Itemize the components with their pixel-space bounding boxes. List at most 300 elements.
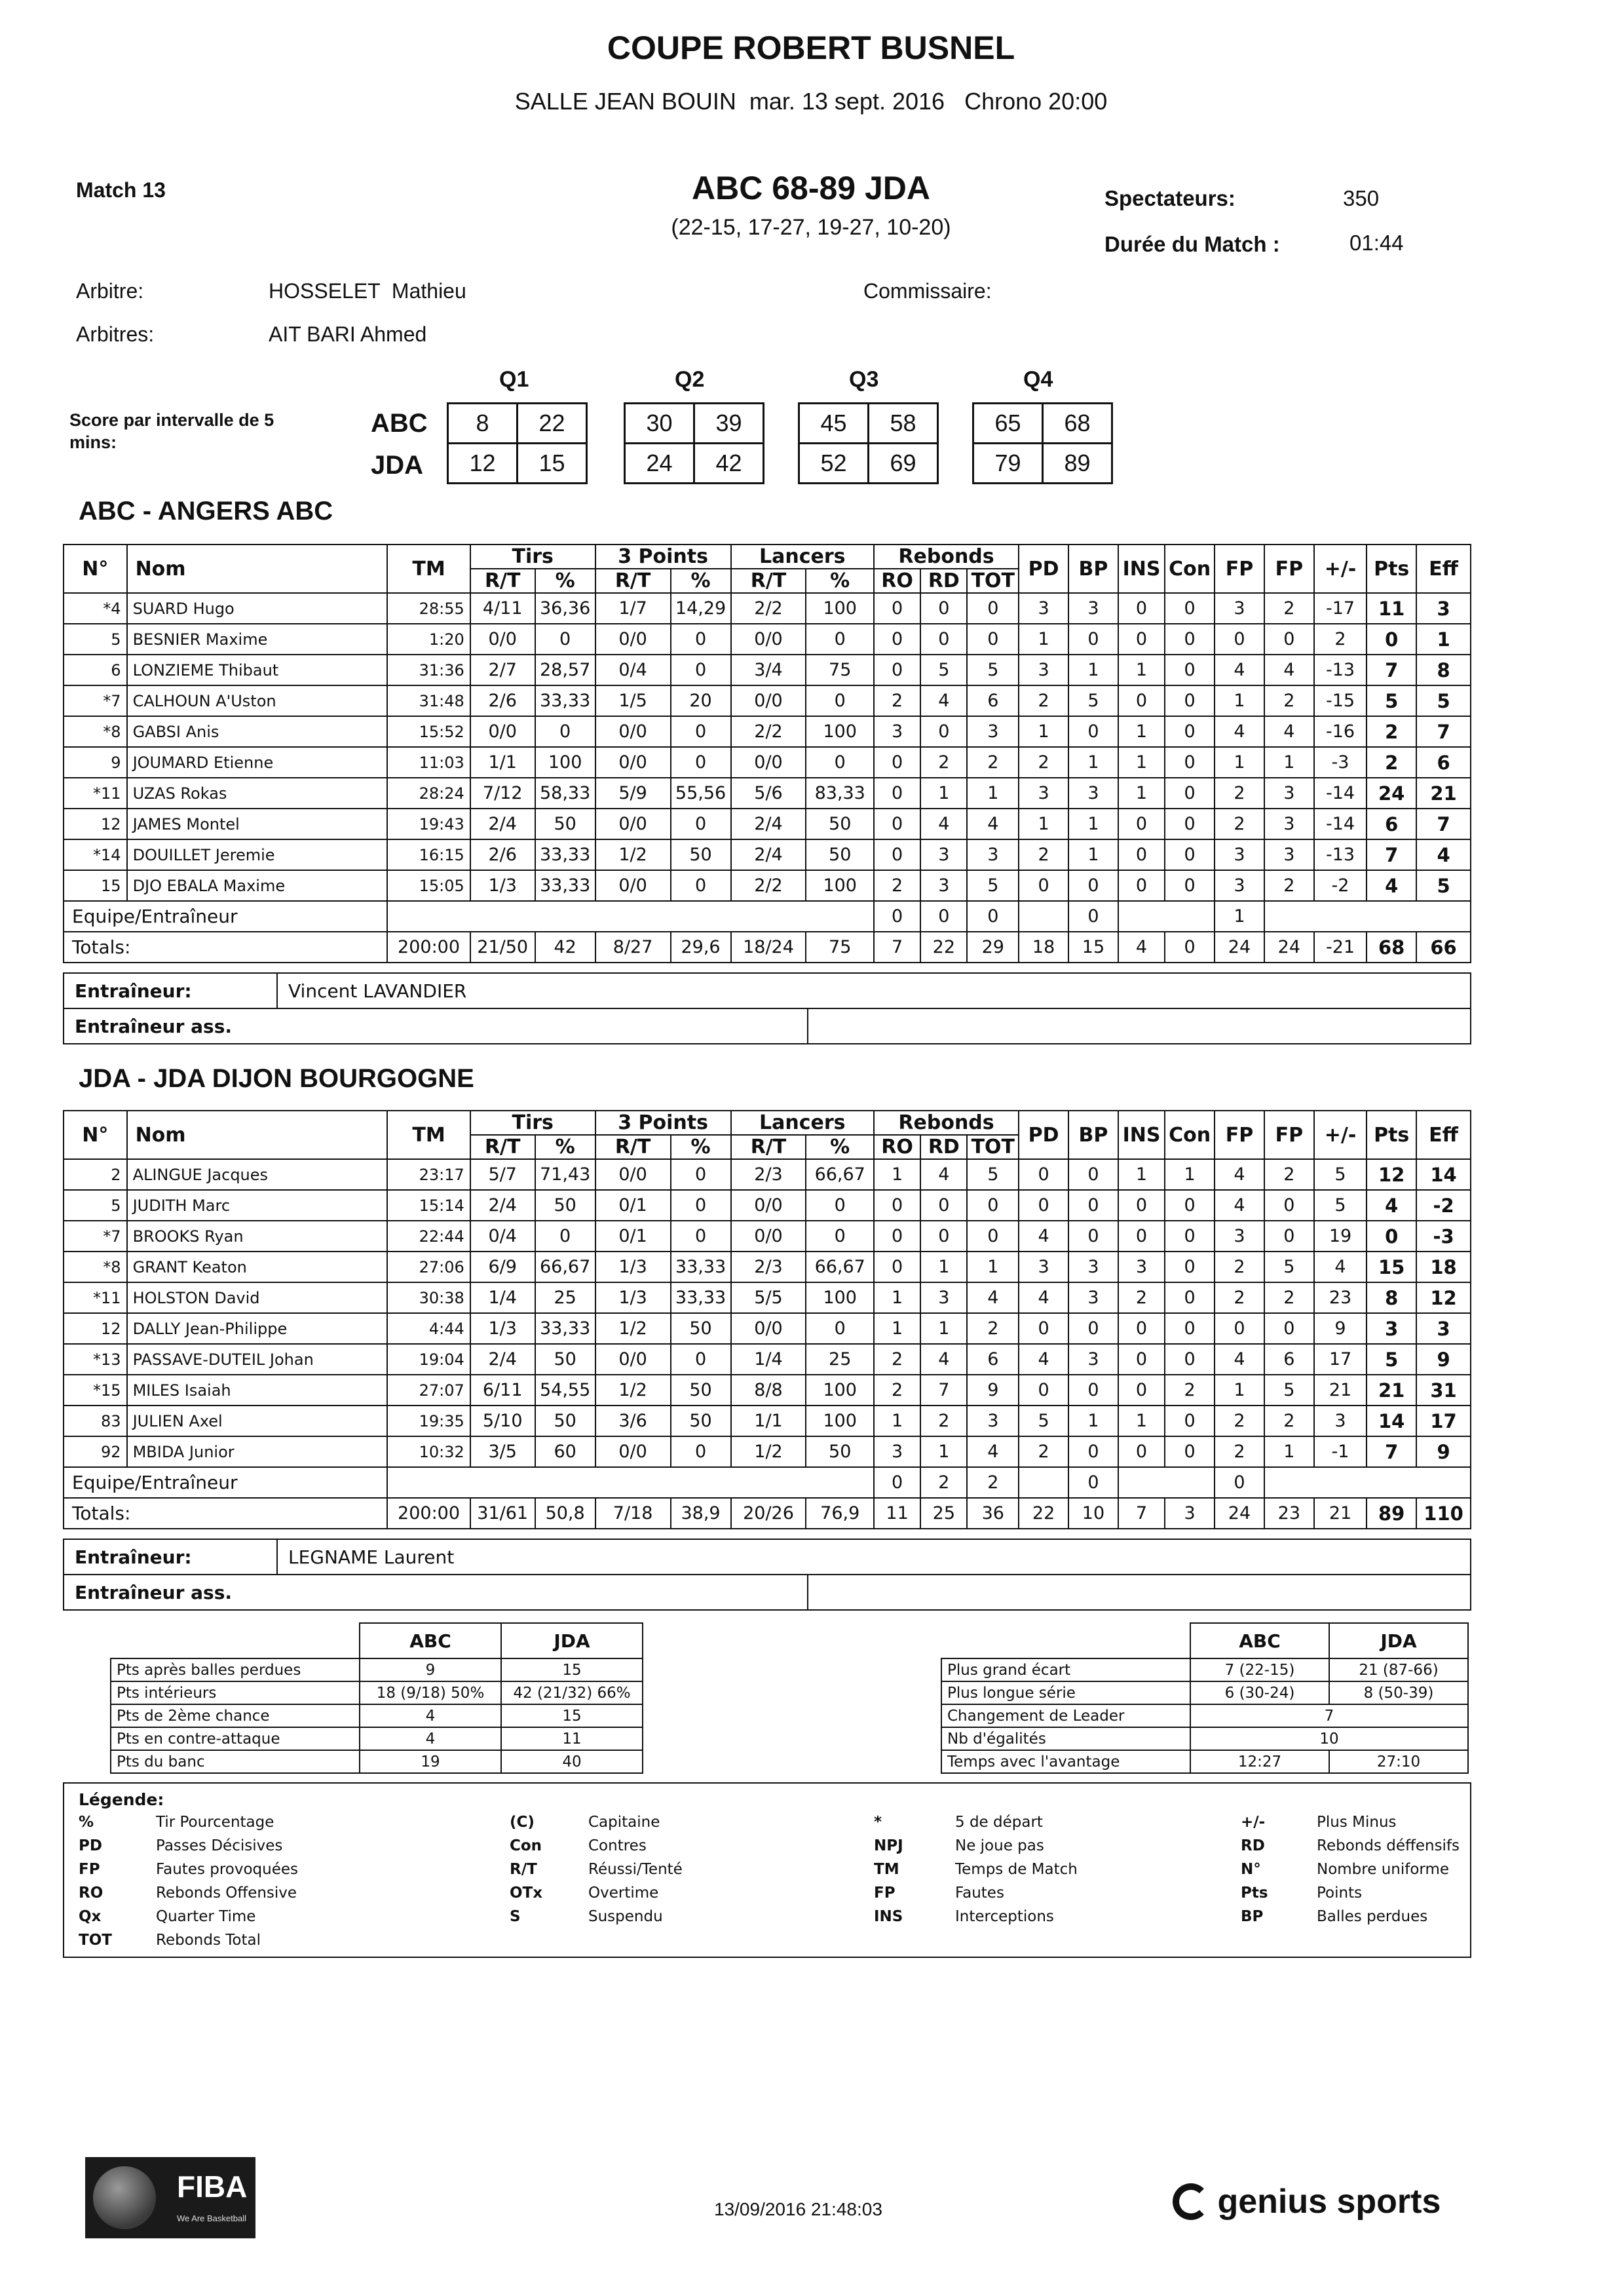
player-name: HOLSTON David [127, 1282, 388, 1313]
stat-cell: 33,33 [535, 839, 595, 870]
stat-cell: 3 [1215, 870, 1264, 901]
stat-cell: 0 [1165, 778, 1215, 809]
col-subheader: R/T [731, 569, 806, 593]
player-row [64, 747, 1471, 778]
total-cell: 22 [1019, 1498, 1068, 1529]
player-number: *14 [64, 839, 127, 870]
col-header: BP [1068, 545, 1118, 593]
stat-cell: 83,33 [806, 778, 873, 809]
totals-row [64, 932, 1471, 963]
stat-cell: 1/7 [595, 593, 671, 624]
stat-cell: 0 [806, 624, 873, 655]
stat-cell: 0 [967, 1190, 1019, 1221]
stat-cell: 5/10 [470, 1406, 535, 1436]
player-efficiency: -2 [1416, 1190, 1471, 1221]
stat-cell: 3 [1314, 1406, 1367, 1436]
player-efficiency: 8 [1416, 655, 1471, 685]
total-cell: 22 [920, 932, 967, 963]
player-number: 6 [64, 655, 127, 685]
player-minutes: 27:07 [387, 1375, 470, 1406]
stat-cell: 1/3 [595, 1282, 671, 1313]
total-cell: 75 [806, 932, 873, 963]
summary-label: Pts intérieurs [111, 1681, 360, 1704]
summary-label: Plus longue série [941, 1681, 1190, 1704]
stat-cell: 1 [1118, 655, 1165, 685]
stat-cell: 0 [1165, 870, 1215, 901]
stat-cell: 3/6 [595, 1406, 671, 1436]
legend-key: NPJ [874, 1837, 903, 1854]
legend-key: FP [874, 1885, 896, 1902]
stat-cell: 3/5 [470, 1436, 535, 1467]
stat-cell: 0 [1019, 1159, 1068, 1190]
stat-cell: 4 [1215, 716, 1264, 747]
quarter-scores: (22-15, 17-27, 19-27, 10-20) [671, 215, 951, 240]
legend-description: Quarter Time [156, 1908, 256, 1925]
stat-cell: 0 [671, 1344, 731, 1375]
stat-cell: 0 [920, 716, 967, 747]
player-points: 14 [1367, 1406, 1416, 1436]
player-minutes: 15:14 [387, 1190, 470, 1221]
player-name: MILES Isaiah [127, 1375, 388, 1406]
stat-cell: 1 [1118, 747, 1165, 778]
player-row [64, 1252, 1471, 1282]
stat-cell: 0/0 [595, 716, 671, 747]
stat-cell: 0 [535, 716, 595, 747]
stat-cell: 0 [806, 1313, 873, 1344]
stat-cell: 2/6 [470, 685, 535, 716]
stat-cell: 5 [967, 655, 1019, 685]
stat-cell: 60 [535, 1436, 595, 1467]
col-header: BP [1068, 1111, 1118, 1159]
player-number: *11 [64, 1282, 127, 1313]
legend-key: BP [1241, 1908, 1264, 1925]
player-minutes: 16:15 [387, 839, 470, 870]
summary-header-jda: JDA [501, 1623, 643, 1658]
stat-cell: 54,55 [535, 1375, 595, 1406]
stat-cell: 1 [1118, 778, 1165, 809]
stat-cell: 0 [920, 624, 967, 655]
stat-cell: 0 [967, 1221, 1019, 1252]
total-cell: 7 [1118, 1498, 1165, 1529]
stat-cell: 0 [671, 1436, 731, 1467]
stat-cell: 0/0 [731, 624, 806, 655]
stat-cell: 1 [874, 1159, 920, 1190]
stat-cell: 0 [1165, 685, 1215, 716]
summary-value: 8 (50-39) [1329, 1681, 1468, 1704]
interval-score: 42 [694, 444, 764, 484]
stat-cell: 50 [806, 1436, 873, 1467]
stat-cell: 2 [1215, 778, 1264, 809]
player-points: 3 [1367, 1313, 1416, 1344]
stat-cell: 3 [967, 1406, 1019, 1436]
stat-cell: 0/0 [595, 1159, 671, 1190]
total-cell: 21/50 [470, 932, 535, 963]
legend-key: (C) [510, 1814, 535, 1831]
stat-cell: 1 [967, 778, 1019, 809]
stat-cell: 1/2 [595, 1313, 671, 1344]
player-points: 6 [1367, 809, 1416, 839]
total-cell: 29,6 [671, 932, 731, 963]
total-cell: 7/18 [595, 1498, 671, 1529]
col-header: Lancers [731, 545, 874, 569]
legend-key: FP [79, 1861, 100, 1878]
stat-cell: 1/4 [470, 1282, 535, 1313]
player-points: 11 [1367, 593, 1416, 624]
summary-row [111, 1750, 643, 1773]
col-header: PD [1019, 1111, 1068, 1159]
col-header: Rebonds [874, 545, 1019, 569]
stat-cell: 3 [920, 839, 967, 870]
stat-cell: 0/1 [595, 1190, 671, 1221]
stat-cell: 1 [1068, 655, 1118, 685]
print-timestamp: 13/09/2016 21:48:03 [714, 2199, 882, 2219]
player-row [64, 716, 1471, 747]
legend-description: Contres [588, 1837, 647, 1854]
quarter-label: Q3 [849, 367, 879, 392]
player-row [64, 870, 1471, 901]
stat-cell: 4 [1215, 1159, 1264, 1190]
empty-cell [1118, 1467, 1215, 1498]
legend-key: % [79, 1814, 94, 1831]
referees-label: Arbitres: [76, 322, 155, 346]
box-score-jda [63, 1110, 1471, 1529]
stat-cell: 0 [1165, 1436, 1215, 1467]
stat-cell: 50 [671, 1375, 731, 1406]
interval-box-q1 [447, 402, 588, 484]
player-efficiency: 6 [1416, 747, 1471, 778]
stat-cell: 0 [920, 593, 967, 624]
stat-cell: 0 [1068, 624, 1118, 655]
stat-cell: 4 [1215, 655, 1264, 685]
legend-box [63, 1782, 1471, 1958]
stat-cell: 33,33 [671, 1282, 731, 1313]
player-name: DOUILLET Jeremie [127, 839, 388, 870]
stat-cell: 0/0 [731, 747, 806, 778]
interval-score: 52 [799, 444, 869, 484]
player-number: *8 [64, 1252, 127, 1282]
player-number: 9 [64, 747, 127, 778]
legend-description: Suspendu [588, 1908, 663, 1925]
stat-cell: 0 [1019, 870, 1068, 901]
player-number: *7 [64, 685, 127, 716]
player-efficiency: 12 [1416, 1282, 1471, 1313]
stat-cell: 66,67 [806, 1159, 873, 1190]
total-cell: 25 [920, 1498, 967, 1529]
referee-name: HOSSELET Mathieu [269, 279, 466, 303]
summary-value: 6 (30-24) [1190, 1681, 1329, 1704]
legend-key: TM [874, 1861, 899, 1878]
spectators-label: Spectateurs: [1104, 186, 1235, 210]
total-cell: 36 [967, 1498, 1019, 1529]
stat-cell: 1 [874, 1282, 920, 1313]
col-header: TM [387, 1111, 470, 1159]
player-points: 2 [1367, 747, 1416, 778]
stat-cell: 2 [1264, 1282, 1314, 1313]
stat-cell: 0 [1165, 716, 1215, 747]
legend-key: Con [510, 1837, 542, 1854]
player-points: 24 [1367, 778, 1416, 809]
col-subheader: TOT [967, 1135, 1019, 1159]
stat-cell: 9 [967, 1375, 1019, 1406]
assistant-coach-label: Entraîneur ass. [64, 1008, 808, 1044]
stat-cell: 2 [1264, 593, 1314, 624]
stat-cell: 4 [1314, 1252, 1367, 1282]
stat-cell: 0/0 [470, 624, 535, 655]
stat-cell: 0 [1068, 1375, 1118, 1406]
player-minutes: 28:55 [387, 593, 470, 624]
stat-cell: 5 [1264, 1252, 1314, 1282]
col-header: FP [1215, 1111, 1264, 1159]
stat-cell: 100 [535, 747, 595, 778]
player-minutes: 1:20 [387, 624, 470, 655]
player-row [64, 809, 1471, 839]
player-row [64, 1313, 1471, 1344]
interval-score: 22 [518, 404, 587, 444]
stat-cell: 1/3 [470, 870, 535, 901]
stat-cell: 0 [874, 655, 920, 685]
stat-cell: 3 [1019, 655, 1068, 685]
col-header: Pts [1367, 545, 1416, 593]
stat-cell: 3 [1264, 778, 1314, 809]
stat-cell: 0 [671, 747, 731, 778]
coach-label: Entraîneur: [64, 973, 277, 1008]
player-number: 5 [64, 624, 127, 655]
stat-cell: 0 [967, 593, 1019, 624]
player-points: 12 [1367, 1159, 1416, 1190]
stat-cell: 2/7 [470, 655, 535, 685]
stat-cell: 0/0 [731, 685, 806, 716]
stat-cell: 0 [1165, 747, 1215, 778]
player-efficiency: 3 [1416, 1313, 1471, 1344]
summary-header-jda: JDA [1329, 1623, 1468, 1658]
referee-label: Arbitre: [76, 279, 144, 303]
interval-label: Score par intervalle de 5 mins: [69, 410, 274, 452]
stat-cell: 4 [1215, 1344, 1264, 1375]
summary-row [111, 1658, 643, 1681]
stat-cell: 4 [1264, 655, 1314, 685]
player-number: *7 [64, 1221, 127, 1252]
coach-table-jda [63, 1539, 1471, 1611]
col-subheader: R/T [595, 1135, 671, 1159]
stat-cell: 33,33 [535, 870, 595, 901]
stat-cell: 0 [1264, 624, 1314, 655]
summary-row [111, 1681, 643, 1704]
player-row [64, 1436, 1471, 1467]
stat-cell: 100 [806, 716, 873, 747]
summary-row [941, 1704, 1468, 1727]
stat-cell: 1 [1264, 1436, 1314, 1467]
stat-cell: 4 [1019, 1221, 1068, 1252]
total-cell: 42 [535, 932, 595, 963]
stat-cell: 1/1 [470, 747, 535, 778]
stat-cell: 3 [1019, 1252, 1068, 1282]
player-minutes: 19:43 [387, 809, 470, 839]
stat-cell: 4 [967, 1282, 1019, 1313]
stat-cell: 4 [920, 1159, 967, 1190]
summary-value: 18 (9/18) 50% [360, 1681, 501, 1704]
total-cell: 76,9 [806, 1498, 873, 1529]
stat-cell: 0 [874, 778, 920, 809]
stat-cell: 1/2 [595, 1375, 671, 1406]
stat-cell: 0/0 [731, 1313, 806, 1344]
stat-cell: 2 [1215, 1436, 1264, 1467]
stat-cell: 100 [806, 1375, 873, 1406]
stat-cell: 2 [874, 1344, 920, 1375]
interval-score: 69 [869, 444, 938, 484]
stat-cell: 0 [1165, 1344, 1215, 1375]
summary-value: 21 (87-66) [1329, 1658, 1468, 1681]
interval-score: 65 [973, 404, 1043, 444]
stat-cell: 2 [1215, 809, 1264, 839]
stat-cell: 0 [1215, 1467, 1264, 1498]
player-row [64, 1221, 1471, 1252]
player-name: GABSI Anis [127, 716, 388, 747]
stat-cell: 3 [1215, 839, 1264, 870]
player-points: 0 [1367, 1221, 1416, 1252]
player-efficiency: 5 [1416, 685, 1471, 716]
stat-cell: 0 [1068, 870, 1118, 901]
col-header: PD [1019, 545, 1068, 593]
stat-cell: 1/3 [595, 1252, 671, 1282]
legend-key: +/- [1241, 1814, 1266, 1831]
quarter-label: Q1 [499, 367, 529, 392]
stat-cell: 66,67 [806, 1252, 873, 1282]
stat-cell: 0 [1165, 809, 1215, 839]
total-cell: 89 [1367, 1498, 1416, 1529]
stat-cell: 75 [806, 655, 873, 685]
col-subheader: % [535, 569, 595, 593]
player-row [64, 1282, 1471, 1313]
stat-cell: 1 [1215, 747, 1264, 778]
player-efficiency: 5 [1416, 870, 1471, 901]
stat-cell: 2 [1019, 747, 1068, 778]
player-name: JULIEN Axel [127, 1406, 388, 1436]
stat-cell: 0 [1068, 1221, 1118, 1252]
player-efficiency: 17 [1416, 1406, 1471, 1436]
stat-cell: 100 [806, 1406, 873, 1436]
empty-cell [387, 901, 874, 932]
legend-key: OTx [510, 1885, 543, 1902]
stat-cell: 6 [967, 685, 1019, 716]
stat-cell: 0 [806, 747, 873, 778]
team-coach-row [64, 901, 1471, 932]
legend-key: Pts [1241, 1885, 1268, 1902]
stat-cell: 25 [806, 1344, 873, 1375]
player-efficiency: 31 [1416, 1375, 1471, 1406]
col-header: Rebonds [874, 1111, 1019, 1135]
commissioner-label: Commissaire: [863, 279, 992, 303]
legend-description: Rebonds Offensive [156, 1885, 297, 1902]
legend-key: * [874, 1814, 882, 1831]
player-row [64, 1344, 1471, 1375]
legend-key: Qx [79, 1908, 102, 1925]
stat-cell: 4 [967, 1436, 1019, 1467]
player-number: 92 [64, 1436, 127, 1467]
player-number: 2 [64, 1159, 127, 1190]
stat-cell: 100 [806, 593, 873, 624]
total-cell: 200:00 [387, 932, 470, 963]
spectators-value: 350 [1343, 186, 1380, 210]
stat-cell: 1/2 [595, 839, 671, 870]
stat-cell: 1 [1068, 747, 1118, 778]
player-number: *11 [64, 778, 127, 809]
stat-cell: 0 [1165, 1313, 1215, 1344]
team-title-abc: ABC - ANGERS ABC [79, 497, 333, 526]
stat-cell: -17 [1314, 593, 1367, 624]
stat-cell: 2/4 [470, 1190, 535, 1221]
player-name: JUDITH Marc [127, 1190, 388, 1221]
stat-cell: 25 [535, 1282, 595, 1313]
stat-cell: 0 [1165, 655, 1215, 685]
stat-cell: 0 [1264, 1221, 1314, 1252]
stat-cell: 0 [1118, 685, 1165, 716]
stat-cell: 1 [1215, 685, 1264, 716]
stat-cell: 1/5 [595, 685, 671, 716]
final-score: ABC 68-89 JDA [691, 170, 930, 206]
interval-score: 39 [694, 404, 764, 444]
player-points: 2 [1367, 716, 1416, 747]
stat-cell: 14,29 [671, 593, 731, 624]
player-number: 83 [64, 1406, 127, 1436]
legend-key: N° [1241, 1861, 1261, 1878]
player-number: 15 [64, 870, 127, 901]
stat-cell: 0 [874, 901, 920, 932]
stat-cell: 0 [967, 624, 1019, 655]
total-cell: 10 [1068, 1498, 1118, 1529]
stat-cell: -1 [1314, 1436, 1367, 1467]
stat-cell: 1 [920, 778, 967, 809]
summary-value: 7 [1190, 1704, 1468, 1727]
stat-cell: 0/0 [470, 716, 535, 747]
stat-cell: 0 [671, 1221, 731, 1252]
player-efficiency: 7 [1416, 809, 1471, 839]
totals-row [64, 1498, 1471, 1529]
stat-cell: 2 [1264, 1159, 1314, 1190]
legend-description: Passes Décisives [156, 1837, 283, 1854]
stat-cell: 0 [874, 747, 920, 778]
player-minutes: 19:04 [387, 1344, 470, 1375]
stat-cell: 0 [671, 624, 731, 655]
player-minutes: 23:17 [387, 1159, 470, 1190]
interval-score: 79 [973, 444, 1043, 484]
player-number: *13 [64, 1344, 127, 1375]
stat-cell: 5 [920, 655, 967, 685]
summary-row [941, 1727, 1468, 1750]
assistant-coach-name [808, 1575, 1471, 1610]
points-summary-table [110, 1622, 643, 1774]
stat-cell: 2 [1019, 839, 1068, 870]
player-efficiency: 14 [1416, 1159, 1471, 1190]
stat-cell: 33,33 [535, 685, 595, 716]
stat-cell: 0 [1118, 1375, 1165, 1406]
stat-cell: 50 [535, 809, 595, 839]
col-subheader: RO [874, 569, 920, 593]
stat-cell: 0 [535, 624, 595, 655]
stat-cell: 3 [920, 870, 967, 901]
stat-cell: 3 [1068, 778, 1118, 809]
assistant-coach-name [808, 1008, 1471, 1044]
player-points: 21 [1367, 1375, 1416, 1406]
legend-key: S [510, 1908, 521, 1925]
stat-cell: 6 [1264, 1344, 1314, 1375]
stat-cell: 0 [1118, 1436, 1165, 1467]
stat-cell: 3 [967, 716, 1019, 747]
stat-cell: 0 [874, 839, 920, 870]
stat-cell: 0/0 [595, 624, 671, 655]
stat-cell: 1 [1019, 809, 1068, 839]
assistant-coach-label: Entraîneur ass. [64, 1575, 808, 1610]
genius-sports-text: genius sports [1217, 2183, 1441, 2221]
